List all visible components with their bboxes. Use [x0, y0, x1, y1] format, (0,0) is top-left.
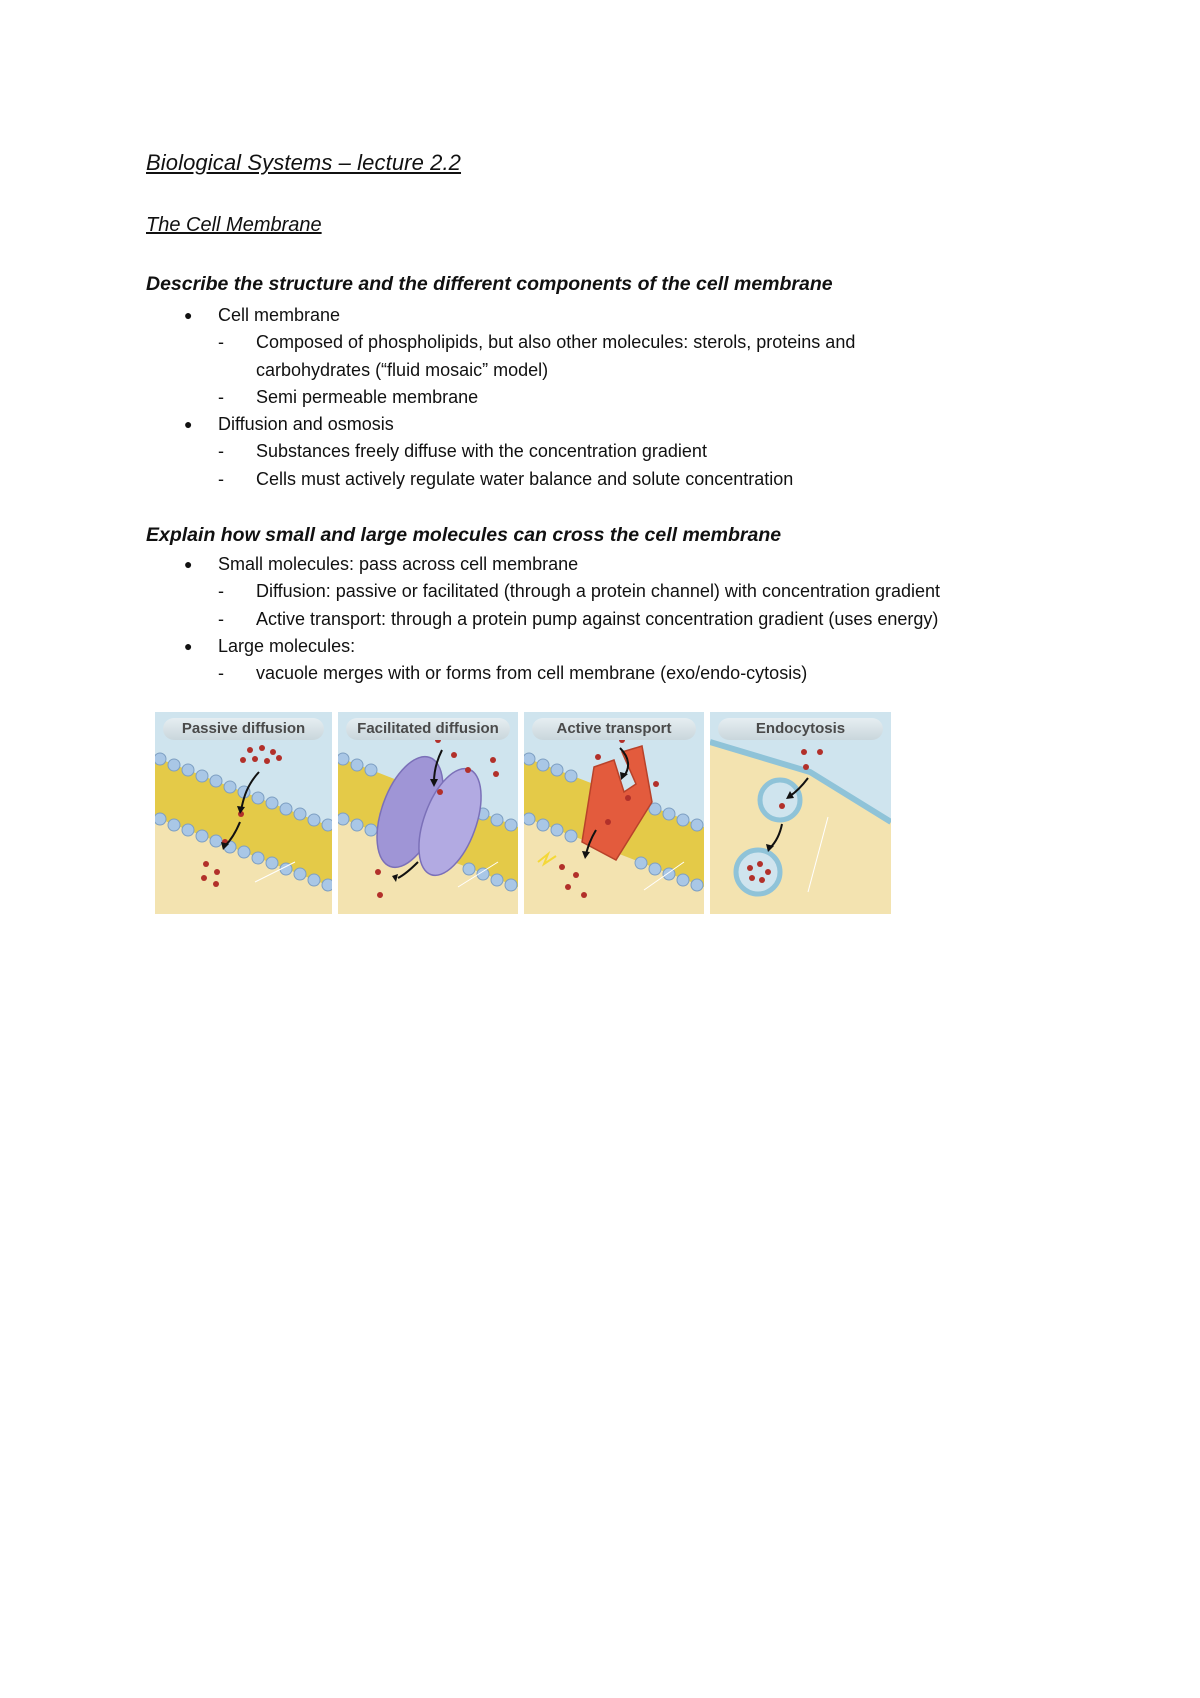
list-item-text: Small molecules: pass across cell membrane: [218, 554, 579, 574]
sub-list-item-continuation: [146, 357, 855, 384]
panel-endocytosis: [710, 712, 891, 914]
panel-label: Facilitated diffusion: [346, 718, 510, 740]
question-heading-structure: Describe the structure and the different components of the cell membrane: [146, 273, 833, 295]
section-title: The Cell Membrane: [146, 214, 322, 236]
panel-label: Active transport: [532, 718, 696, 740]
sub-list-item-text: vacuole merges with or forms from cell membrane (exo/endo-cytosis): [256, 663, 808, 684]
sub-list-item-text: Semi permeable membrane: [256, 386, 479, 407]
panel-label: Passive diffusion: [163, 718, 324, 740]
sub-list-item-text: carbohydrates (“fluid mosaic” model): [256, 359, 549, 380]
panel-facilitated-diffusion: [338, 712, 518, 914]
dash-marker: -: [218, 468, 224, 489]
question-1-list: [146, 302, 855, 493]
dash-marker: -: [218, 663, 224, 684]
dash-marker: -: [218, 608, 224, 629]
sub-list-item: [146, 606, 940, 633]
list-item-text: Cell membrane: [218, 305, 341, 325]
list-item-text: Diffusion and osmosis: [218, 414, 394, 435]
question-heading-transport: Explain how small and large molecules can cross the cell membrane: [146, 524, 782, 546]
list-item: [146, 633, 940, 660]
dash-marker: -: [218, 386, 224, 407]
document-title: Biological Systems – lecture 2.2: [146, 150, 462, 175]
sub-list-item: [146, 438, 855, 465]
bullet-icon: ●: [184, 307, 193, 323]
active-transport-illustration: [524, 712, 704, 914]
list-item: [146, 411, 855, 438]
sub-list-item: [146, 466, 855, 493]
membrane-transport-figure: [155, 712, 891, 914]
sub-list-item: [146, 329, 855, 356]
bullet-icon: ●: [184, 637, 193, 654]
list-item: [146, 551, 940, 578]
endocytosis-illustration: [710, 712, 891, 914]
sub-list-item: [146, 384, 855, 411]
panel-passive-diffusion: [155, 712, 332, 914]
panel-label: Endocytosis: [718, 718, 883, 740]
sub-list-item-text: Composed of phospholipids, but also other molecules: sterols, proteins and: [256, 332, 856, 353]
sub-list-item-text: Active transport: through a protein pump against concentration gradient (uses energy): [256, 608, 939, 629]
sub-list-item-text: Substances freely diffuse with the concentration gradient: [256, 441, 707, 462]
sub-list-item: [146, 660, 940, 687]
bullet-icon: ●: [184, 556, 193, 572]
question-2-list: [146, 551, 940, 687]
forming-vesicle: [760, 780, 800, 820]
facilitated-diffusion-illustration: [338, 712, 518, 914]
dash-marker: -: [218, 441, 224, 462]
vesicle: [736, 850, 780, 894]
passive-diffusion-illustration: [155, 712, 332, 914]
list-item-text: Large molecules:: [218, 635, 356, 656]
sub-list-item-text: Diffusion: passive or facilitated (through a protein channel) with concentration gradient: [256, 581, 941, 602]
bullet-icon: ●: [184, 416, 193, 433]
sub-list-item: [146, 578, 940, 605]
dash-marker: -: [218, 581, 224, 602]
sub-list-item-text: Cells must actively regulate water balance and solute concentration: [256, 468, 794, 489]
panel-active-transport: [524, 712, 704, 914]
list-item: [146, 302, 855, 329]
dash-marker: -: [218, 332, 224, 353]
